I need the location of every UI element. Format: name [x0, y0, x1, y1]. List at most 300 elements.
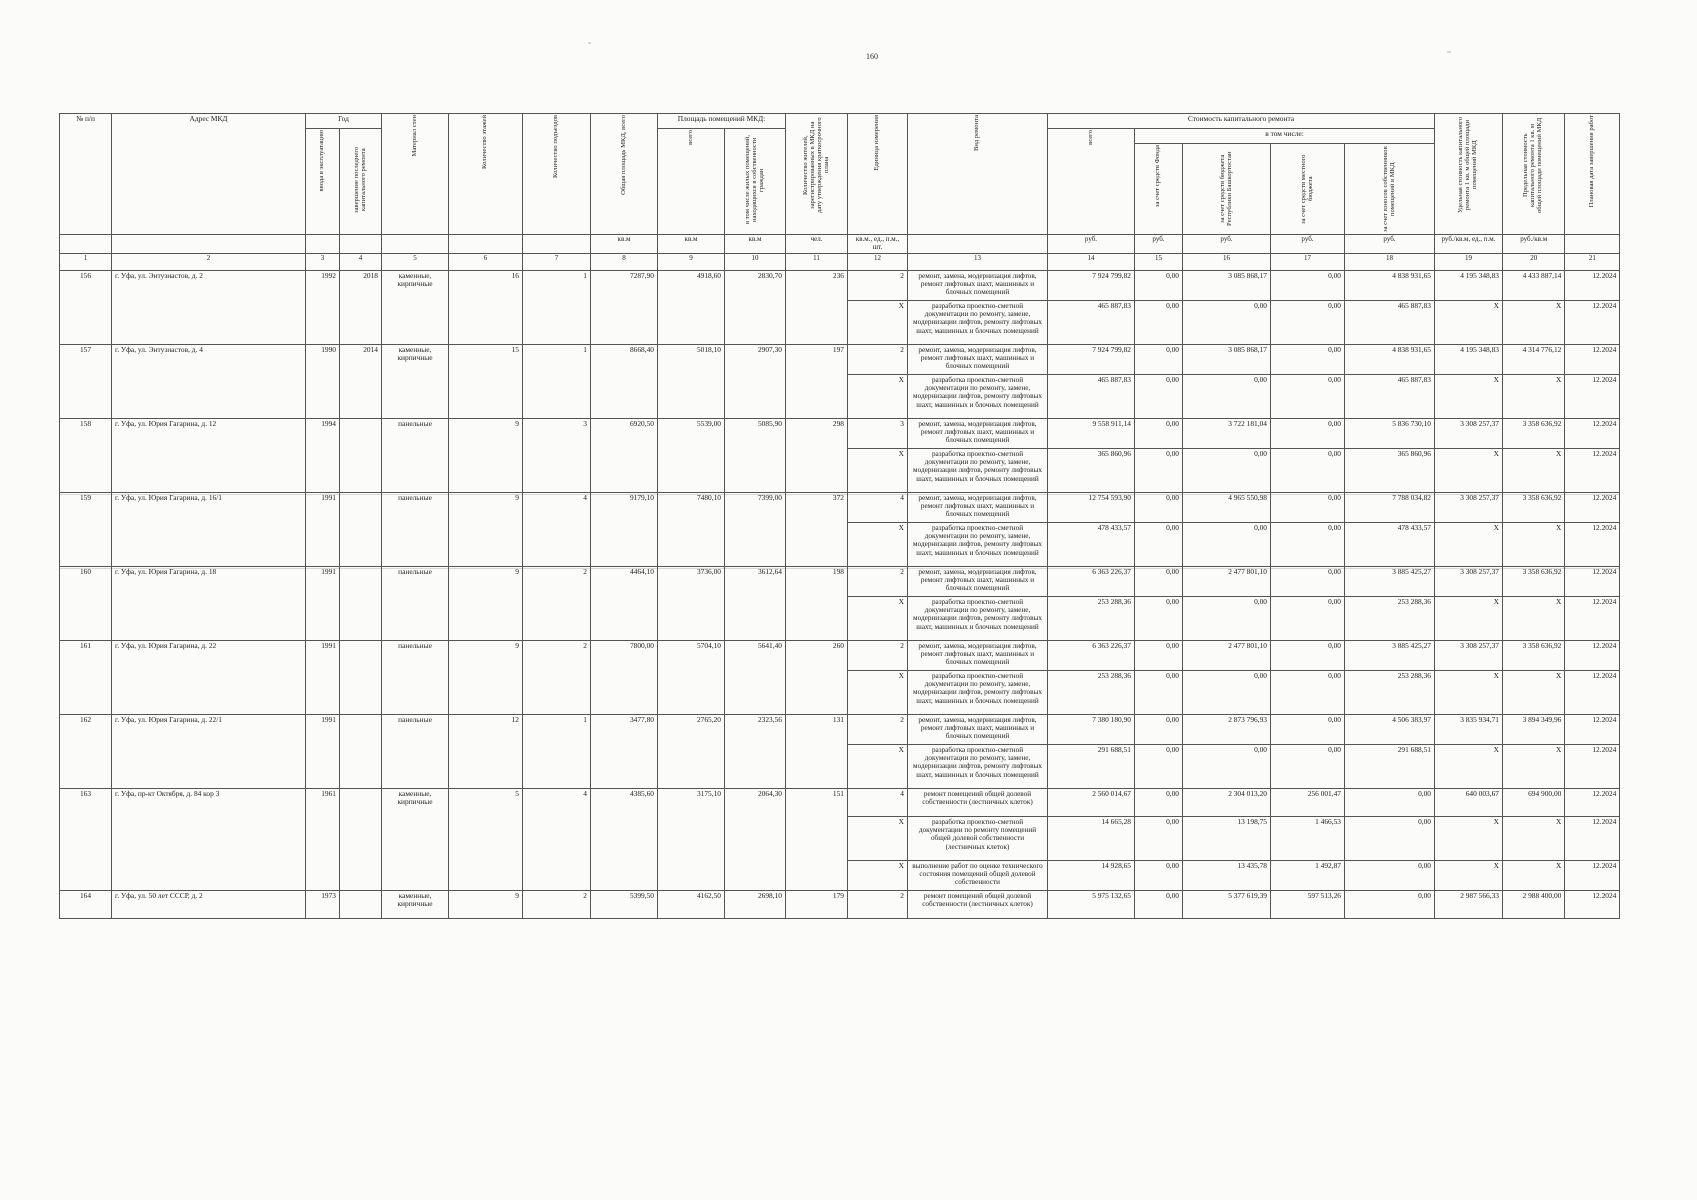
cell-cost-local: 0,00: [1271, 566, 1345, 596]
cell-unit-cost: X: [1435, 596, 1503, 640]
cell-floors: 9: [449, 890, 523, 918]
cell-total-area: 9179,10: [591, 492, 658, 566]
table-row: [60, 640, 1620, 670]
table-row: [60, 566, 1620, 596]
cell-year-built: 1994: [306, 418, 340, 492]
cell-year-repair: [340, 418, 382, 492]
cell-cost-fund: 0,00: [1135, 816, 1183, 860]
cell-material: каменные, кирпичные: [382, 344, 449, 418]
column-number: 2: [112, 253, 306, 270]
cell-cost-total: 253 288,36: [1048, 670, 1135, 714]
capital-repair-table: [59, 113, 1620, 919]
cell-cost-total: 2 560 014,67: [1048, 788, 1135, 816]
cell-premises-total: 3175,10: [658, 788, 725, 890]
cell-cost-local: 0,00: [1271, 744, 1345, 788]
column-numbers-row: [60, 253, 1620, 270]
cell-cost-local: 0,00: [1271, 714, 1345, 744]
cell-limit-cost: X: [1503, 596, 1565, 640]
header-limit-cost: Предельная стоимость капитального ремонта 1 кв. м общей площади помещений МКД: [1503, 114, 1565, 235]
cell-deadline: 12.2024: [1565, 344, 1620, 374]
cell-year-repair: [340, 492, 382, 566]
cell-entrances: 1: [523, 270, 591, 344]
cell-cost-local: 1 466,53: [1271, 816, 1345, 860]
cell-residents: 131: [786, 714, 848, 788]
cell-material: панельные: [382, 418, 449, 492]
column-number: 1: [60, 253, 112, 270]
cell-quantity: 2: [848, 566, 908, 596]
cell-deadline: 12.2024: [1565, 714, 1620, 744]
cell-premises-residential: 2323,56: [725, 714, 786, 788]
cell-address: г. Уфа, пр-кт Октября, д. 84 кор 3: [112, 788, 306, 890]
cell-deadline: 12.2024: [1565, 300, 1620, 344]
header-cost-total: всего: [1048, 129, 1135, 235]
cell-cost-owners: 5 836 730,10: [1345, 418, 1435, 448]
table-row: [60, 492, 1620, 522]
cell-floors: 12: [449, 714, 523, 788]
header-address: Адрес МКД: [112, 114, 306, 235]
cell-entrances: 2: [523, 640, 591, 714]
cell-cost-republic: 13 435,78: [1183, 860, 1271, 890]
cell-cost-owners: 4 506 383,97: [1345, 714, 1435, 744]
cell-cost-republic: 0,00: [1183, 670, 1271, 714]
cell-premises-residential: 5641,40: [725, 640, 786, 714]
cell-no: 157: [60, 344, 112, 418]
cell-cost-fund: 0,00: [1135, 374, 1183, 418]
cell-cost-local: 0,00: [1271, 640, 1345, 670]
cell-premises-total: 3736,00: [658, 566, 725, 640]
cell-deadline: 12.2024: [1565, 816, 1620, 860]
cell-year-built: 1961: [306, 788, 340, 890]
cell-residents: 298: [786, 418, 848, 492]
cell-cost-local: 0,00: [1271, 344, 1345, 374]
cell-premises-total: 5018,10: [658, 344, 725, 418]
cell-limit-cost: X: [1503, 448, 1565, 492]
cell-deadline: 12.2024: [1565, 374, 1620, 418]
page-number: 160: [866, 52, 878, 61]
cell-no: 164: [60, 890, 112, 918]
cell-residents: 179: [786, 890, 848, 918]
header-no: № п/п: [60, 114, 112, 235]
cell-no: 158: [60, 418, 112, 492]
cell-cost-owners: 0,00: [1345, 788, 1435, 816]
table-row: [60, 344, 1620, 374]
cell-cost-fund: 0,00: [1135, 744, 1183, 788]
unit-cell: руб.: [1183, 235, 1271, 254]
cell-cost-fund: 0,00: [1135, 788, 1183, 816]
cell-floors: 5: [449, 788, 523, 890]
column-number: 17: [1271, 253, 1345, 270]
cell-quantity: 4: [848, 492, 908, 522]
cell-limit-cost: 3 358 636,92: [1503, 492, 1565, 522]
column-number: 18: [1345, 253, 1435, 270]
cell-premises-residential: 2698,10: [725, 890, 786, 918]
cell-no: 163: [60, 788, 112, 890]
cell-premises-total: 4162,50: [658, 890, 725, 918]
cell-cost-owners: 0,00: [1345, 816, 1435, 860]
cell-address: г. Уфа, ул. 50 лет СССР, д. 2: [112, 890, 306, 918]
cell-total-area: 5399,50: [591, 890, 658, 918]
cell-unit-cost: X: [1435, 522, 1503, 566]
cell-work-type: разработка проектно-сметной документации по ремонту, замене, модернизации лифтов, ремонту лифтовых шахт, машинных и блочных помещений: [908, 448, 1048, 492]
cell-cost-fund: 0,00: [1135, 448, 1183, 492]
cell-floors: 9: [449, 566, 523, 640]
cell-cost-republic: 2 873 796,93: [1183, 714, 1271, 744]
column-number: 9: [658, 253, 725, 270]
cell-cost-total: 7 924 799,82: [1048, 270, 1135, 300]
cell-cost-owners: 291 688,51: [1345, 744, 1435, 788]
unit-cell: руб./кв.м: [1503, 235, 1565, 254]
cell-deadline: 12.2024: [1565, 448, 1620, 492]
header-cost-owners: за счет взносов собственников помещений в МКД: [1345, 144, 1435, 235]
cell-no: 161: [60, 640, 112, 714]
header-work-type: Вид ремонта: [908, 114, 1048, 235]
cell-year-built: 1991: [306, 640, 340, 714]
cell-address: г. Уфа, ул. Юрия Гагарина, д. 16/1: [112, 492, 306, 566]
cell-year-repair: 2014: [340, 344, 382, 418]
cell-quantity: 2: [848, 640, 908, 670]
cell-cost-local: 0,00: [1271, 670, 1345, 714]
unit-cell: руб.: [1271, 235, 1345, 254]
cell-unit-cost: X: [1435, 816, 1503, 860]
column-number: 5: [382, 253, 449, 270]
cell-limit-cost: 3 358 636,92: [1503, 640, 1565, 670]
column-number: 4: [340, 253, 382, 270]
cell-address: г. Уфа, ул. Юрия Гагарина, д. 22/1: [112, 714, 306, 788]
cell-limit-cost: X: [1503, 816, 1565, 860]
cell-deadline: 12.2024: [1565, 670, 1620, 714]
cell-address: г. Уфа, ул. Юрия Гагарина, д. 12: [112, 418, 306, 492]
cell-cost-republic: 3 085 868,17: [1183, 270, 1271, 300]
unit-cell: чел.: [786, 235, 848, 254]
header-deadline: Плановая дата завершения работ: [1565, 114, 1620, 235]
cell-total-area: 8668,40: [591, 344, 658, 418]
cell-work-type: ремонт, замена, модернизация лифтов, ремонт лифтовых шахт, машинных и блочных помещений: [908, 344, 1048, 374]
table-row: [60, 890, 1620, 918]
cell-cost-owners: 0,00: [1345, 890, 1435, 918]
cell-entrances: 2: [523, 890, 591, 918]
cell-cost-republic: 2 477 801,10: [1183, 640, 1271, 670]
cell-unit-cost: 4 195 348,83: [1435, 344, 1503, 374]
cell-limit-cost: 3 358 636,92: [1503, 566, 1565, 596]
cell-quantity: X: [848, 670, 908, 714]
cell-cost-republic: 5 377 619,39: [1183, 890, 1271, 918]
header-cost-including: в том числе:: [1135, 129, 1435, 144]
cell-unit-cost: 3 835 934,71: [1435, 714, 1503, 744]
table-body: [60, 270, 1620, 918]
cell-work-type: выполнение работ по оценке технического состояния помещений общей долевой собственности: [908, 860, 1048, 890]
cell-cost-republic: 3 722 181,04: [1183, 418, 1271, 448]
cell-total-area: 6920,50: [591, 418, 658, 492]
unit-cell: кв.м: [658, 235, 725, 254]
cell-cost-republic: 0,00: [1183, 522, 1271, 566]
cell-deadline: 12.2024: [1565, 492, 1620, 522]
cell-limit-cost: X: [1503, 670, 1565, 714]
cell-quantity: X: [848, 522, 908, 566]
header-cost-republic: за счет средств бюджета Республики Башкортостан: [1183, 144, 1271, 235]
cell-work-type: разработка проектно-сметной документации по ремонту, замене, модернизации лифтов, ремонту лифтовых шахт, машинных и блочных помещений: [908, 744, 1048, 788]
cell-unit-cost: X: [1435, 300, 1503, 344]
cell-unit-cost: 640 003,67: [1435, 788, 1503, 816]
cell-deadline: 12.2024: [1565, 890, 1620, 918]
cell-cost-republic: 0,00: [1183, 300, 1271, 344]
cell-deadline: 12.2024: [1565, 566, 1620, 596]
column-number: 20: [1503, 253, 1565, 270]
cell-entrances: 1: [523, 344, 591, 418]
column-number: 8: [591, 253, 658, 270]
cell-cost-local: 597 513,26: [1271, 890, 1345, 918]
cell-year-repair: [340, 714, 382, 788]
cell-deadline: 12.2024: [1565, 640, 1620, 670]
unit-cell: кв.м: [591, 235, 658, 254]
cell-unit-cost: X: [1435, 860, 1503, 890]
cell-deadline: 12.2024: [1565, 744, 1620, 788]
cell-cost-total: 291 688,51: [1048, 744, 1135, 788]
cell-material: панельные: [382, 492, 449, 566]
cell-year-built: 1991: [306, 714, 340, 788]
cell-floors: 9: [449, 492, 523, 566]
cell-premises-residential: 5085,90: [725, 418, 786, 492]
cell-entrances: 3: [523, 418, 591, 492]
cell-year-built: 1992: [306, 270, 340, 344]
cell-total-area: 4464,10: [591, 566, 658, 640]
cell-address: г. Уфа, ул. Энтузиастов, д. 4: [112, 344, 306, 418]
cell-premises-total: 5539,00: [658, 418, 725, 492]
cell-work-type: ремонт помещений общей долевой собственности (лестничных клеток): [908, 788, 1048, 816]
cell-material: панельные: [382, 566, 449, 640]
cell-work-type: разработка проектно-сметной документации по ремонту помещений общей долевой собственности (лестничных клеток): [908, 816, 1048, 860]
cell-quantity: X: [848, 448, 908, 492]
cell-residents: 197: [786, 344, 848, 418]
cell-material: каменные, кирпичные: [382, 890, 449, 918]
column-number: 15: [1135, 253, 1183, 270]
table-row: [60, 270, 1620, 300]
cell-work-type: ремонт, замена, модернизация лифтов, ремонт лифтовых шахт, машинных и блочных помещений: [908, 566, 1048, 596]
header-residents: Количество жителей, зарегистрированных в МКД на дату утверждения краткосрочного плана: [786, 114, 848, 235]
cell-unit-cost: X: [1435, 670, 1503, 714]
cell-quantity: X: [848, 816, 908, 860]
header-year-repair: завершение последнего капитального ремонта: [340, 129, 382, 235]
header-cost-fund: за счет средств Фонда: [1135, 144, 1183, 235]
header-premises-residential: в том числе жилых помещений, находящихся в собственности граждан: [725, 129, 786, 235]
column-number: 11: [786, 253, 848, 270]
cell-entrances: 4: [523, 788, 591, 890]
cell-cost-owners: 465 887,83: [1345, 374, 1435, 418]
cell-unit-cost: 3 308 257,37: [1435, 566, 1503, 596]
cell-cost-total: 5 975 132,65: [1048, 890, 1135, 918]
cell-limit-cost: X: [1503, 300, 1565, 344]
table-row: [60, 714, 1620, 744]
cell-cost-republic: 2 477 801,10: [1183, 566, 1271, 596]
column-number: 3: [306, 253, 340, 270]
cell-cost-local: 1 492,87: [1271, 860, 1345, 890]
cell-limit-cost: X: [1503, 744, 1565, 788]
cell-cost-fund: 0,00: [1135, 714, 1183, 744]
cell-cost-owners: 3 885 425,27: [1345, 640, 1435, 670]
cell-work-type: разработка проектно-сметной документации по ремонту, замене, модернизации лифтов, ремонту лифтовых шахт, машинных и блочных помещений: [908, 300, 1048, 344]
cell-deadline: 12.2024: [1565, 522, 1620, 566]
cell-limit-cost: 694 900,00: [1503, 788, 1565, 816]
cell-cost-total: 12 754 593,90: [1048, 492, 1135, 522]
cell-year-repair: [340, 890, 382, 918]
cell-year-built: 1991: [306, 492, 340, 566]
cell-cost-owners: 3 885 425,27: [1345, 566, 1435, 596]
cell-premises-residential: 2064,30: [725, 788, 786, 890]
table-row: [60, 418, 1620, 448]
cell-premises-total: 4918,60: [658, 270, 725, 344]
cell-material: каменные, кирпичные: [382, 270, 449, 344]
cell-premises-total: 7480,10: [658, 492, 725, 566]
cell-entrances: 1: [523, 714, 591, 788]
cell-total-area: 7800,00: [591, 640, 658, 714]
column-number: 16: [1183, 253, 1271, 270]
cell-deadline: 12.2024: [1565, 270, 1620, 300]
cell-cost-local: 0,00: [1271, 300, 1345, 344]
cell-work-type: ремонт, замена, модернизация лифтов, ремонт лифтовых шахт, машинных и блочных помещений: [908, 640, 1048, 670]
cell-residents: 372: [786, 492, 848, 566]
cell-floors: 9: [449, 418, 523, 492]
cell-unit-cost: 3 308 257,37: [1435, 492, 1503, 522]
cell-cost-local: 0,00: [1271, 374, 1345, 418]
cell-premises-residential: 2830,70: [725, 270, 786, 344]
header-material: Материал стен: [382, 114, 449, 235]
cell-work-type: разработка проектно-сметной документации по ремонту, замене, модернизации лифтов, ремонту лифтовых шахт, машинных и блочных помещений: [908, 670, 1048, 714]
unit-cell: руб.: [1135, 235, 1183, 254]
cell-unit-cost: X: [1435, 744, 1503, 788]
cell-cost-fund: 0,00: [1135, 522, 1183, 566]
cell-quantity: 2: [848, 344, 908, 374]
cell-quantity: X: [848, 596, 908, 640]
cell-cost-owners: 478 433,57: [1345, 522, 1435, 566]
cell-address: г. Уфа, ул. Юрия Гагарина, д. 18: [112, 566, 306, 640]
cell-cost-republic: 4 965 550,98: [1183, 492, 1271, 522]
cell-unit-cost: X: [1435, 448, 1503, 492]
cell-work-type: ремонт, замена, модернизация лифтов, ремонт лифтовых шахт, машинных и блочных помещений: [908, 714, 1048, 744]
cell-cost-owners: 365 860,96: [1345, 448, 1435, 492]
cell-work-type: ремонт помещений общей долевой собственности (лестничных клеток): [908, 890, 1048, 918]
cell-quantity: X: [848, 744, 908, 788]
cell-unit-cost: 2 987 566,33: [1435, 890, 1503, 918]
cell-cost-total: 253 288,36: [1048, 596, 1135, 640]
cell-cost-total: 6 363 226,37: [1048, 640, 1135, 670]
cell-total-area: 4385,60: [591, 788, 658, 890]
header-year: Год: [306, 114, 382, 129]
cell-year-built: 1991: [306, 566, 340, 640]
cell-cost-total: 9 558 911,14: [1048, 418, 1135, 448]
cell-quantity: X: [848, 300, 908, 344]
cell-limit-cost: 3 358 636,92: [1503, 418, 1565, 448]
cell-work-type: ремонт, замена, модернизация лифтов, ремонт лифтовых шахт, машинных и блочных помещений: [908, 270, 1048, 300]
cell-cost-local: 0,00: [1271, 270, 1345, 300]
units-row: [60, 235, 1620, 254]
cell-cost-local: 256 001,47: [1271, 788, 1345, 816]
cell-material: панельные: [382, 640, 449, 714]
column-number: 7: [523, 253, 591, 270]
cell-year-repair: [340, 640, 382, 714]
column-number: 12: [848, 253, 908, 270]
cell-limit-cost: X: [1503, 860, 1565, 890]
unit-cell: руб.: [1048, 235, 1135, 254]
cell-cost-total: 465 887,83: [1048, 300, 1135, 344]
cell-cost-owners: 4 838 931,65: [1345, 270, 1435, 300]
header-total-area: Общая площадь МКД, всего: [591, 114, 658, 235]
cell-deadline: 12.2024: [1565, 860, 1620, 890]
cell-quantity: 4: [848, 788, 908, 816]
cell-cost-total: 465 887,83: [1048, 374, 1135, 418]
cell-cost-republic: 13 198,75: [1183, 816, 1271, 860]
unit-cell: кв.м: [725, 235, 786, 254]
column-number: 6: [449, 253, 523, 270]
cell-entrances: 4: [523, 492, 591, 566]
cell-year-built: 1973: [306, 890, 340, 918]
header-cost: Стоимость капитального ремонта: [1048, 114, 1435, 129]
cell-premises-total: 5704,10: [658, 640, 725, 714]
header-premises-area: Площадь помещений МКД:: [658, 114, 786, 129]
cell-cost-fund: 0,00: [1135, 270, 1183, 300]
cell-year-repair: [340, 788, 382, 890]
cell-cost-local: 0,00: [1271, 596, 1345, 640]
cell-cost-total: 14 928,65: [1048, 860, 1135, 890]
cell-quantity: 3: [848, 418, 908, 448]
cell-cost-local: 0,00: [1271, 448, 1345, 492]
header-year-built: ввода в эксплуатацию: [306, 129, 340, 235]
cell-no: 160: [60, 566, 112, 640]
cell-cost-fund: 0,00: [1135, 300, 1183, 344]
cell-cost-local: 0,00: [1271, 522, 1345, 566]
cell-quantity: 2: [848, 270, 908, 300]
table-row: [60, 788, 1620, 816]
cell-unit-cost: 4 195 348,83: [1435, 270, 1503, 300]
cell-material: панельные: [382, 714, 449, 788]
cell-year-repair: 2018: [340, 270, 382, 344]
unit-cell: кв.м., ед., п.м., шт.: [848, 235, 908, 254]
cell-cost-owners: 0,00: [1345, 860, 1435, 890]
cell-limit-cost: 3 894 349,96: [1503, 714, 1565, 744]
cell-residents: 198: [786, 566, 848, 640]
cell-deadline: 12.2024: [1565, 418, 1620, 448]
cell-floors: 16: [449, 270, 523, 344]
cell-unit-cost: 3 308 257,37: [1435, 640, 1503, 670]
cell-premises-residential: 7399,00: [725, 492, 786, 566]
cell-deadline: 12.2024: [1565, 596, 1620, 640]
unit-cell: руб.: [1345, 235, 1435, 254]
cell-material: каменные, кирпичные: [382, 788, 449, 890]
cell-cost-owners: 465 887,83: [1345, 300, 1435, 344]
cell-premises-total: 2765,20: [658, 714, 725, 788]
cell-address: г. Уфа, ул. Энтузиастов, д. 2: [112, 270, 306, 344]
cell-cost-owners: 253 288,36: [1345, 596, 1435, 640]
scan-speck: [1447, 51, 1451, 53]
cell-floors: 15: [449, 344, 523, 418]
cell-quantity: 2: [848, 890, 908, 918]
column-number: 13: [908, 253, 1048, 270]
cell-limit-cost: X: [1503, 522, 1565, 566]
cell-year-repair: [340, 566, 382, 640]
cell-quantity: X: [848, 374, 908, 418]
cell-residents: 151: [786, 788, 848, 890]
column-number: 21: [1565, 253, 1620, 270]
cell-cost-owners: 4 838 931,65: [1345, 344, 1435, 374]
cell-work-type: ремонт, замена, модернизация лифтов, ремонт лифтовых шахт, машинных и блочных помещений: [908, 492, 1048, 522]
cell-cost-local: 0,00: [1271, 492, 1345, 522]
cell-work-type: разработка проектно-сметной документации по ремонту, замене, модернизации лифтов, ремонту лифтовых шахт, машинных и блочных помещений: [908, 596, 1048, 640]
cell-limit-cost: 4 314 776,12: [1503, 344, 1565, 374]
cell-premises-residential: 3612,64: [725, 566, 786, 640]
cell-floors: 9: [449, 640, 523, 714]
cell-cost-fund: 0,00: [1135, 670, 1183, 714]
cell-cost-total: 478 433,57: [1048, 522, 1135, 566]
cell-cost-republic: 3 085 868,17: [1183, 344, 1271, 374]
cell-cost-republic: 0,00: [1183, 744, 1271, 788]
